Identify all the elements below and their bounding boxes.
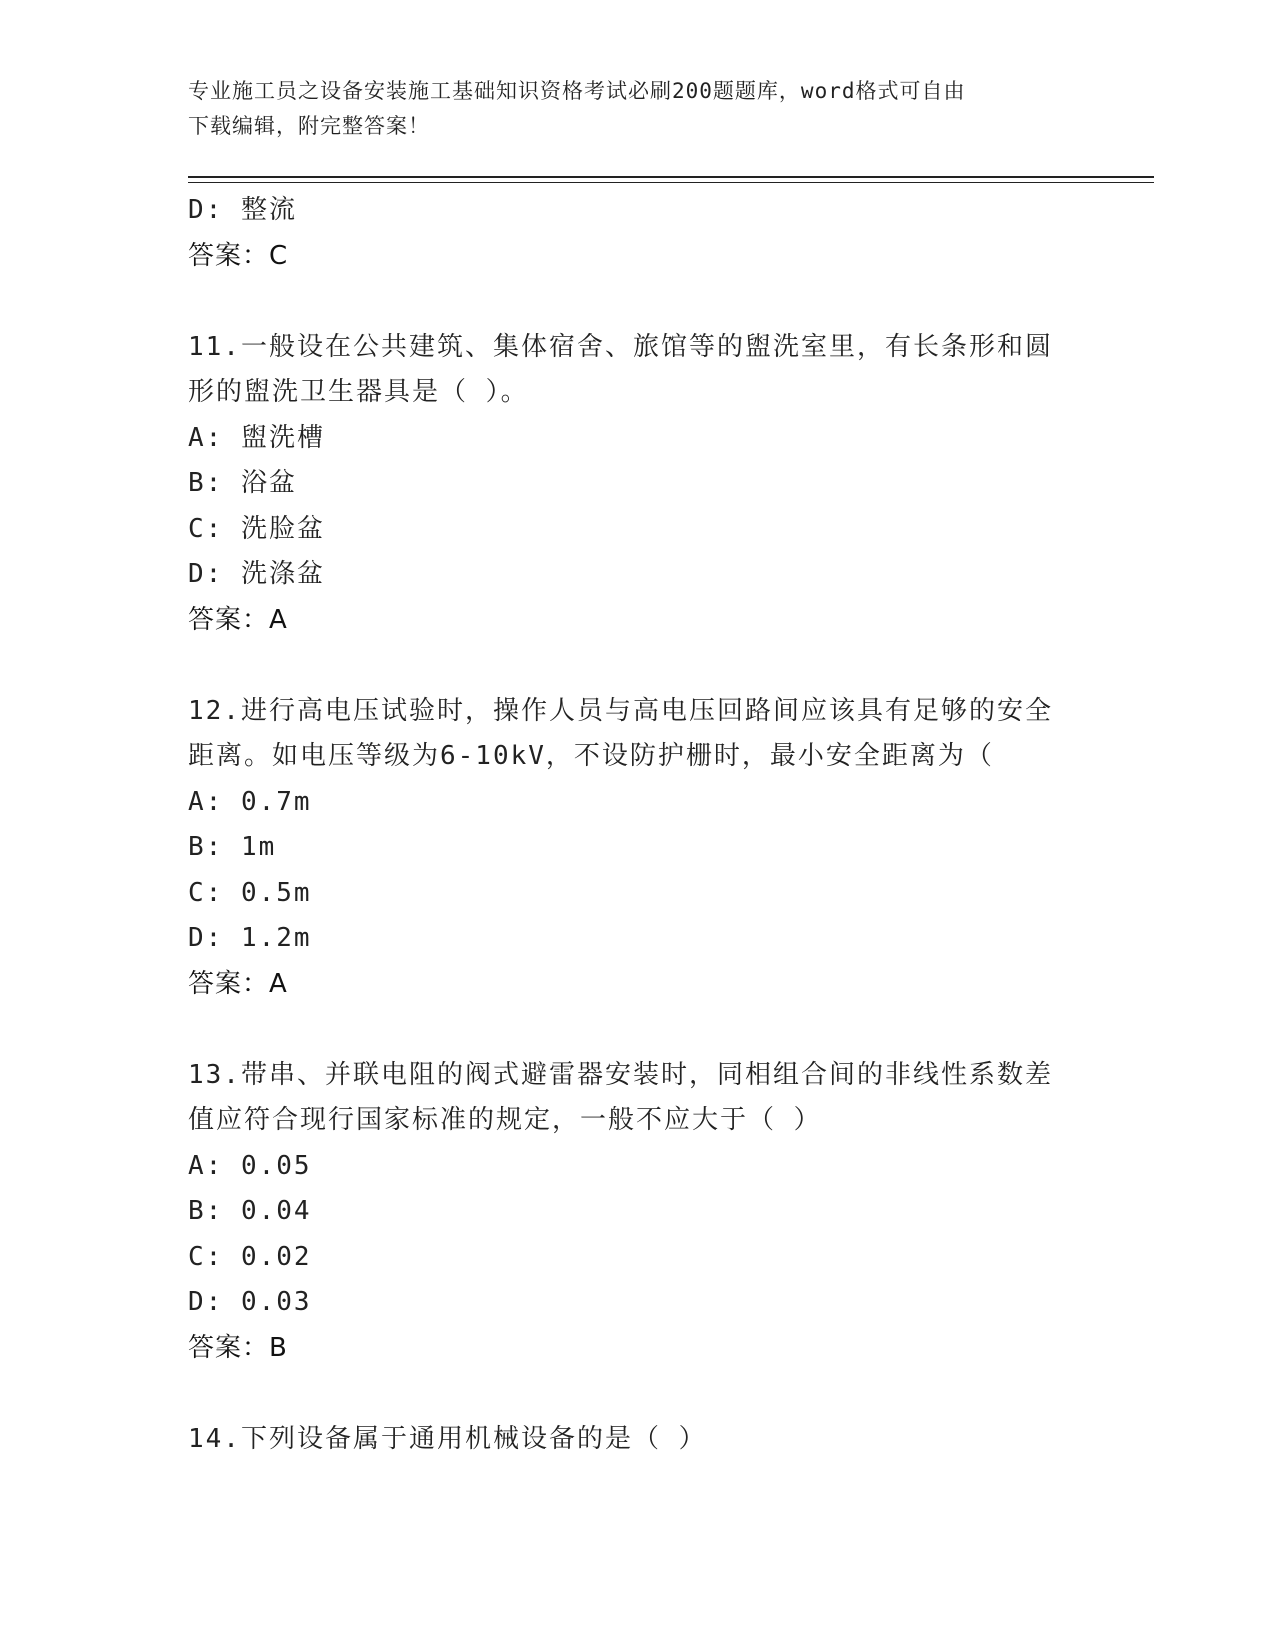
question-13 (188, 1053, 1088, 1372)
question-13-option-a: A: 0.05 (188, 1150, 312, 1181)
question-11-option-c: C: 洗脸盆 (188, 513, 325, 544)
question-12 (188, 689, 1088, 1008)
question-12-stem-line-1: 12.进行高电压试验时，操作人员与高电压回路间应该具有足够的安全 (188, 695, 1053, 726)
question-14-stem-line-1: 14.下列设备属于通用机械设备的是（ ） (188, 1423, 707, 1454)
question-11 (188, 325, 1088, 644)
header-divider-thick (188, 176, 1154, 178)
document-header (188, 74, 1068, 144)
question-13-answer: 答案：B (188, 1332, 288, 1363)
question-11-stem-line-1: 11.一般设在公共建筑、集体宿舍、旅馆等的盥洗室里，有长条形和圆 (188, 331, 1053, 362)
question-11-option-a: A: 盥洗槽 (188, 422, 325, 453)
question-12-option-a: A: 0.7m (188, 786, 312, 817)
header-title-line-2: 下载编辑，附完整答案！ (188, 114, 430, 138)
question-11-option-b: B: 浴盆 (188, 468, 297, 498)
question-12-answer: 答案：A (188, 968, 288, 999)
question-list (188, 188, 1088, 1462)
header-divider-thin (188, 182, 1154, 183)
prev-option-d: D: 整流 (188, 195, 297, 225)
question-13-option-d: D: 0.03 (188, 1287, 312, 1317)
question-12-option-d: D: 1.2m (188, 923, 312, 953)
question-13-stem-line-2: 值应符合现行国家标准的规定，一般不应大于（ ） (188, 1105, 822, 1135)
question-13-option-c: C: 0.02 (188, 1241, 312, 1272)
question-14 (188, 1417, 1088, 1463)
header-title-line-1: 专业施工员之设备安装施工基础知识资格考试必刷200题题库，word格式可自由 (188, 79, 966, 103)
question-11-answer: 答案：A (188, 604, 288, 635)
question-11-option-d: D: 洗涤盆 (188, 559, 325, 589)
question-12-stem-line-2: 距离。如电压等级为6-10kV，不设防护栅时，最小安全距离为（ (188, 741, 994, 771)
question-11-stem-line-2: 形的盥洗卫生器具是（ ）。 (188, 377, 529, 407)
question-13-stem-line-1: 13.带串、并联电阻的阀式避雷器安装时，同相组合间的非线性系数差 (188, 1059, 1053, 1090)
question-12-option-b: B: 1m (188, 832, 277, 862)
question-13-option-b: B: 0.04 (188, 1196, 312, 1226)
prev-answer: 答案：C (188, 240, 289, 271)
question-12-option-c: C: 0.5m (188, 877, 312, 908)
